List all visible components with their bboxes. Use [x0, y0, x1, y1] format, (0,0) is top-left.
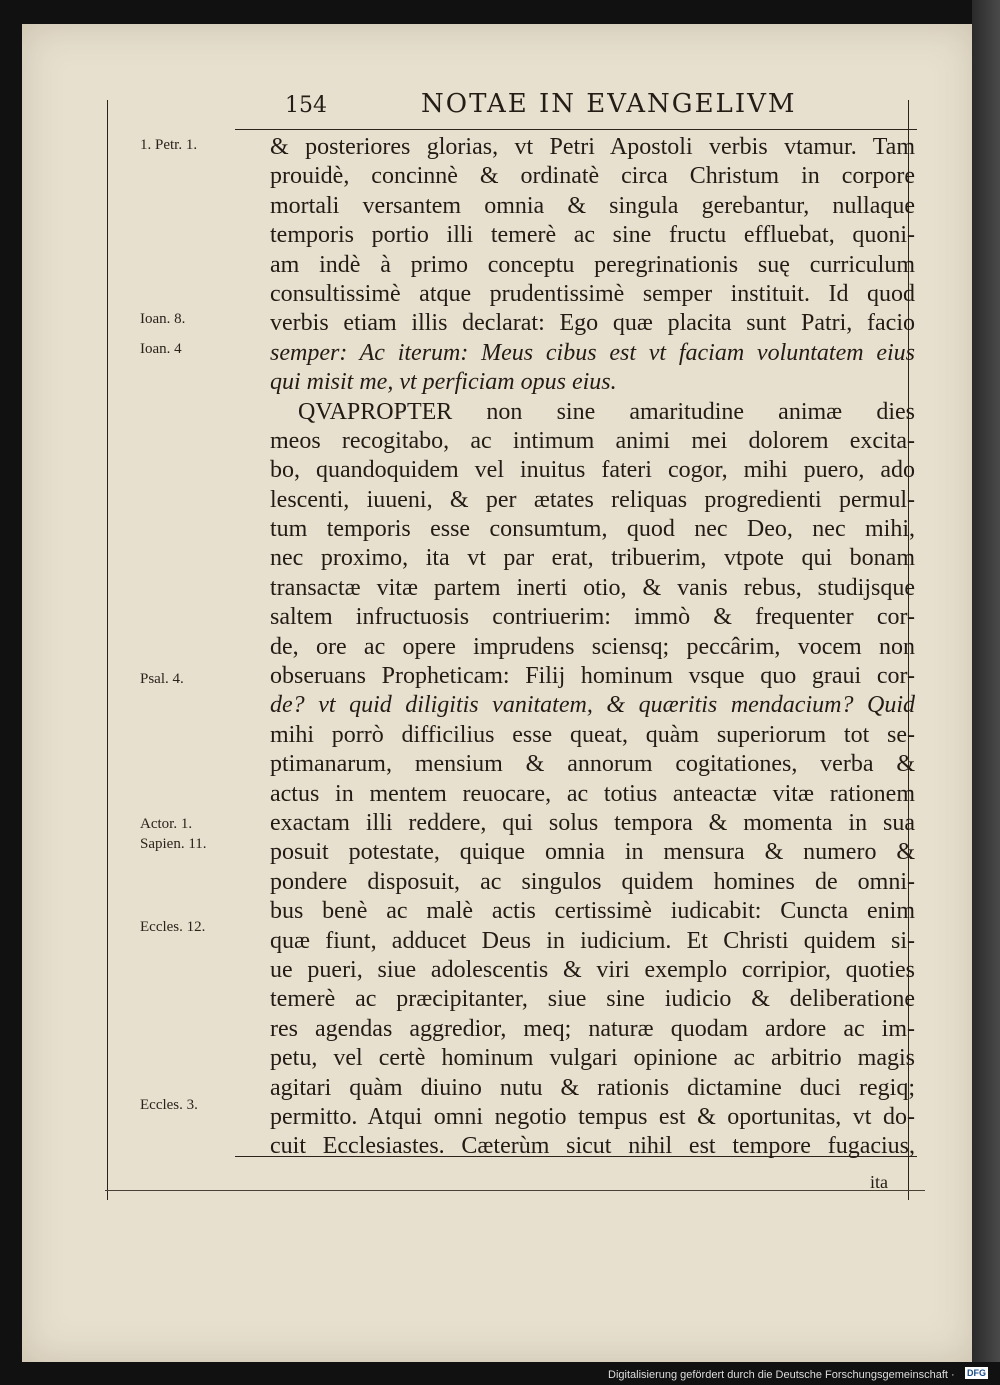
text-line: de, ore ac opere imprudens sciensq; peccârim, vocem non — [270, 633, 915, 660]
margin-note: Ioan. 8. — [140, 311, 186, 327]
margin-note: Sapien. 11. — [140, 836, 207, 852]
text-line: cuit Ecclesiastes. Cæterùm sicut nihil est tempore fugacius, — [270, 1133, 915, 1160]
text-line: exactam illi reddere, qui solus tempora & momenta in sua — [270, 809, 915, 836]
text-line: semper: Ac iterum: Meus cibus est vt faciam voluntatem eius — [270, 339, 915, 366]
margin-rule-left — [107, 100, 108, 1200]
margin-note: Actor. 1. — [140, 816, 193, 832]
text-line: ue pueri, siue adolescentis & viri exemplo corripior, quoties — [270, 956, 915, 983]
body-text — [270, 133, 915, 1162]
text-line: mortali versantem omnia & singula gerebantur, nullaque — [270, 192, 915, 219]
catchword: ita — [870, 1172, 888, 1192]
footer-rule — [105, 1190, 925, 1191]
text-line: agitari quàm diuino nutu & rationis dictamine duci regiq; — [270, 1074, 915, 1101]
running-head: NOTAE IN EVANGELIVM — [421, 89, 797, 119]
text-line: & posteriores glorias, vt Petri Apostoli verbis vtamur. Tam — [270, 134, 915, 160]
paragraph-start-line: QVAPROPTER non sine amaritudine animæ dies — [298, 398, 915, 425]
text-line: transactæ vitæ partem inerti otio, & vanis rebus, studijsque — [270, 574, 915, 601]
text-line: ptimanarum, mensium & annorum cogitationes, verba & — [270, 751, 915, 778]
margin-note: Ioan. 4 — [140, 341, 182, 357]
text-line: obseruans Propheticam: Filij hominum vsque quo graui cor- — [270, 663, 915, 690]
text-line: bo, quandoquidem vel inuitus fateri cogor, mihi puero, ado — [270, 457, 915, 484]
text-line: de? vt quid diligitis vanitatem, & quæritis mendacium? Quid — [270, 692, 915, 719]
text-line: lescenti, iuueni, & per ætates reliquas progredienti permul- — [270, 486, 915, 513]
margin-note: Eccles. 3. — [140, 1097, 198, 1113]
text-line: qui misit me, vt perficiam opus eius. — [270, 369, 617, 396]
header-rule — [235, 129, 917, 130]
text-line: tum temporis esse consumtum, quod nec Deo, nec mihi, — [270, 516, 915, 543]
text-line: posuit potestate, quique omnia in mensura & numero & — [270, 839, 915, 866]
margin-note: Psal. 4. — [140, 671, 184, 687]
text-line: meos recogitabo, ac intimum animi mei dolorem excita- — [270, 427, 915, 454]
text-line: permitto. Atqui omni negotio tempus est & oportunitas, vt do- — [270, 1103, 915, 1130]
text-line: temporis portio illi temerè ac sine fructu effluebat, quoni- — [270, 222, 915, 249]
text-line: saltem infructuosis contriuerim: immò & frequenter cor- — [270, 604, 915, 631]
text-line: temerè ac præcipitanter, siue sine iudicio & deliberatione — [270, 986, 915, 1013]
text-line: actus in mentem reuocare, ac totius anteactæ vitæ rationem — [270, 780, 915, 807]
dfg-logo: DFG — [967, 1368, 986, 1378]
text-line: am indè à primo conceptu peregrinationis suę curriculum — [270, 251, 915, 278]
margin-note: Eccles. 12. — [140, 919, 206, 935]
page-number: 154 — [285, 93, 327, 118]
text-line: mihi porrò difficilius esse queat, quàm superiorum tot se- — [270, 721, 915, 748]
text-line: quæ fiunt, adducet Deus in iudicium. Et Christi quidem si- — [270, 927, 915, 954]
text-line: petu, vel certè hominum vulgari opinione ac arbitrio magis — [270, 1045, 915, 1072]
text-line: prouidè, concinnè & ordinatè circa Christum in corpore — [270, 163, 915, 190]
page-edge — [972, 0, 1000, 1362]
text-line: pondere disposuit, ac singulos quidem homines de omni- — [270, 868, 915, 895]
text-line: nec proximo, ita vt par erat, tribuerim, vtpote qui bonam — [270, 545, 915, 572]
margin-note: 1. Petr. 1. — [140, 137, 198, 153]
text-line: bus benè ac malè actis certissimè iudicabit: Cuncta enim — [270, 898, 915, 925]
text-line: res agendas aggredior, meq; naturæ quodam ardore ac im- — [270, 1015, 915, 1042]
text-line: consultissimè atque prudentissimè semper instituit. Id quod — [270, 280, 915, 307]
text-line: verbis etiam illis declarat: Ego quæ placita sunt Patri, facio — [270, 310, 915, 337]
page-header — [285, 89, 925, 125]
digitization-credit: Digitalisierung gefördert durch die Deutsche Forschungsgemeinschaft · — [608, 1369, 955, 1381]
